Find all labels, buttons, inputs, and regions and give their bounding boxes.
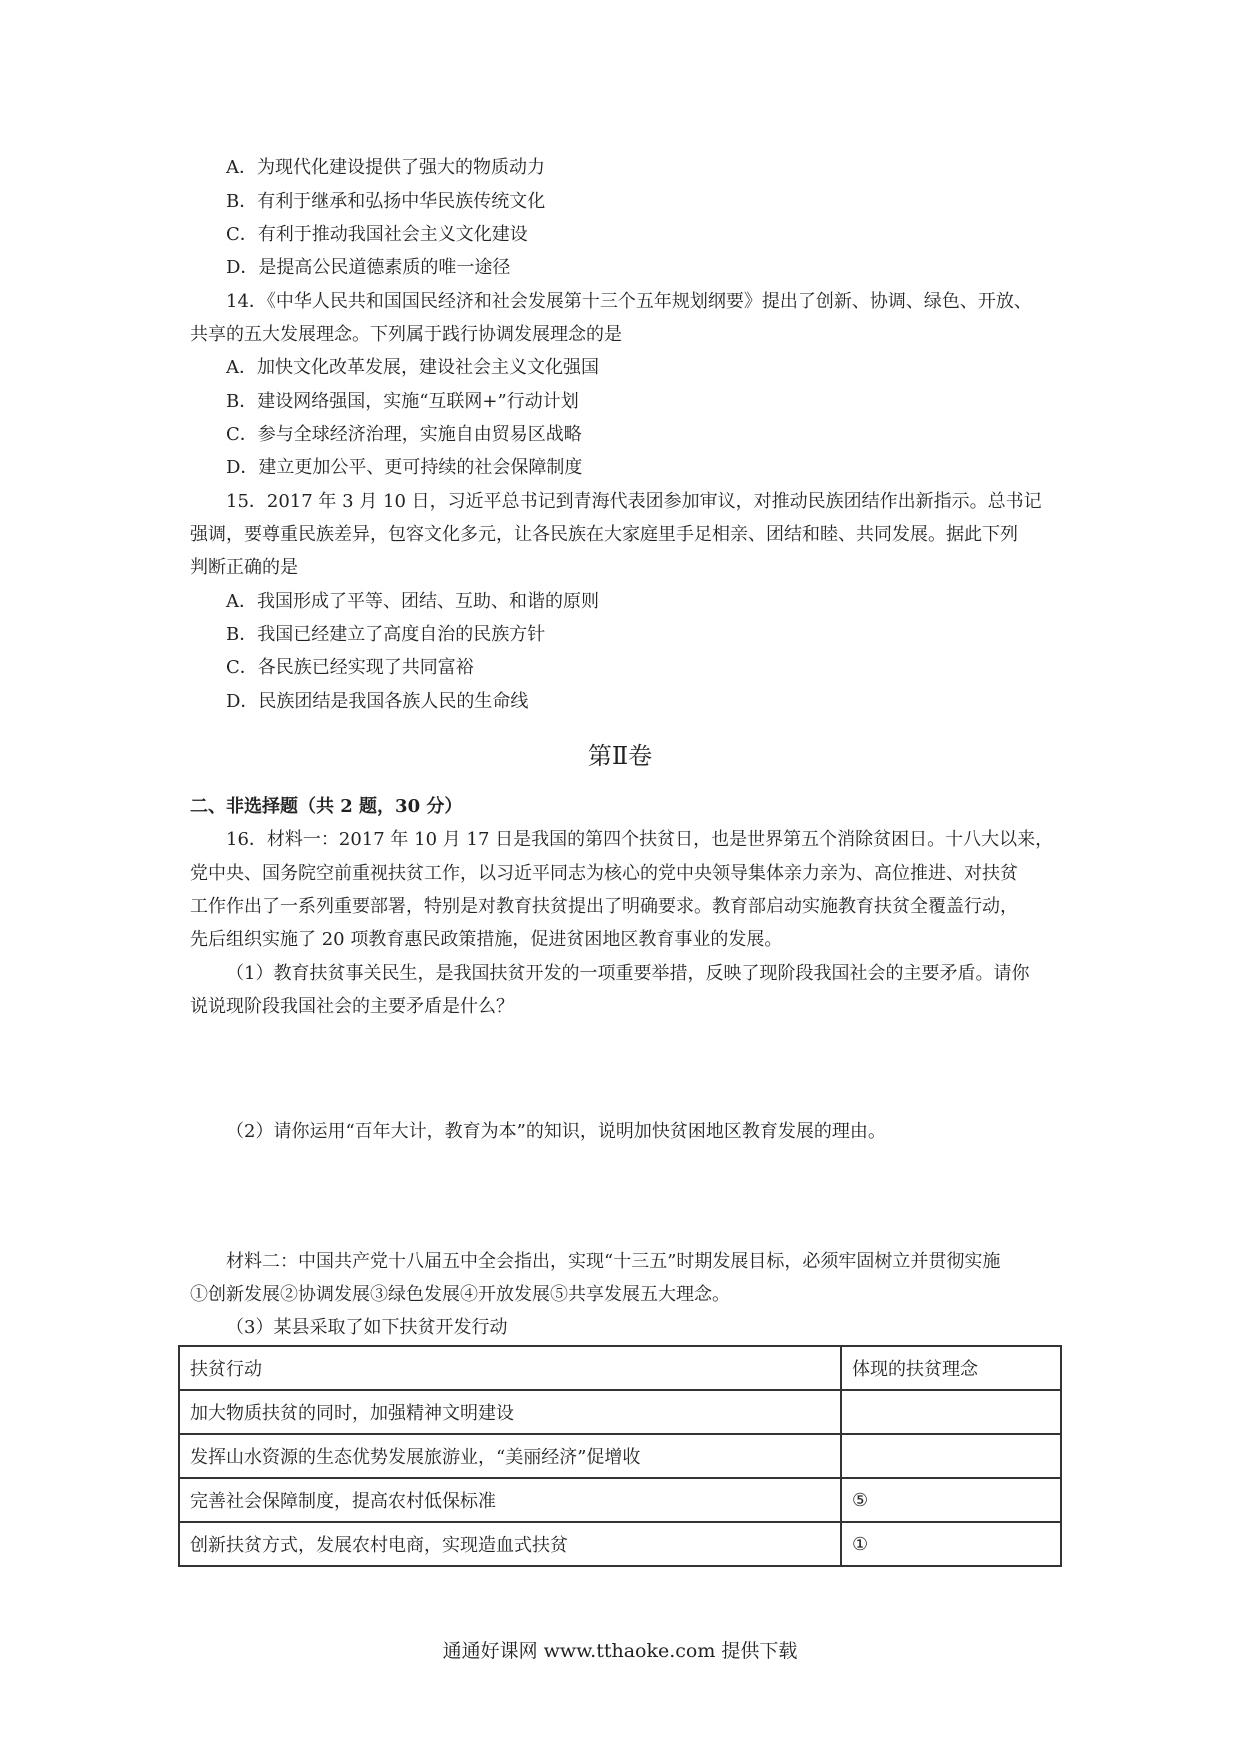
q14-option-d: D．建立更加公平、更可持续的社会保障制度 bbox=[226, 457, 583, 478]
footer-download-note: 通通好课网 www.tthaoke.com 提供下载 bbox=[442, 1640, 798, 1662]
section-title: 二、非选择题（共 2 题，30 分） bbox=[190, 796, 463, 817]
volume-title: 第Ⅱ卷 bbox=[587, 742, 653, 770]
table-row bbox=[179, 1478, 1061, 1522]
table-row bbox=[179, 1390, 1061, 1434]
q15-option-c: C．各民族已经实现了共同富裕 bbox=[226, 657, 474, 678]
q15-option-d: D．民族团结是我国各族人民的生命线 bbox=[226, 691, 529, 712]
q16-material1-line4: 先后组织实施了 20 项教育惠民政策措施，促进贫困地区教育事业的发展。 bbox=[190, 929, 783, 950]
table-cell-action: 加大物质扶贫的同时，加强精神文明建设 bbox=[179, 1390, 841, 1434]
table-cell-concept bbox=[841, 1390, 1061, 1434]
q16-material2-line2: ①创新发展②协调发展③绿色发展④开放发展⑤共享发展五大理念。 bbox=[190, 1284, 730, 1305]
q14-option-c: C．参与全球经济治理，实施自由贸易区战略 bbox=[226, 424, 582, 445]
q15-stem-line1: 15．2017 年 3 月 10 日，习近平总书记到青海代表团参加审议，对推动民族团结作出新指示。总书记 bbox=[226, 491, 1042, 512]
table-header-cell: 体现的扶贫理念 bbox=[841, 1346, 1061, 1390]
q16-material1-line1: 16．材料一：2017 年 10 月 17 日是我国的第四个扶贫日，也是世界第五个消除贫困日。十八大以来， bbox=[226, 829, 1054, 850]
q14-option-a: A．加快文化改革发展，建设社会主义文化强国 bbox=[226, 357, 599, 378]
q14-stem-line1: 14．《中华人民共和国国民经济和社会发展第十三个五年规划纲要》提出了创新、协调、绿色、开放、 bbox=[226, 291, 1032, 312]
q15-stem-line3: 判断正确的是 bbox=[190, 557, 298, 578]
table-header-cell: 扶贫行动 bbox=[179, 1346, 841, 1390]
q14-option-b: B．建设网络强国，实施“互联网+”行动计划 bbox=[226, 391, 579, 412]
q16-material1-line2: 党中央、国务院空前重视扶贫工作，以习近平同志为核心的党中央领导集体亲力亲为、高位推进、对扶贫 bbox=[190, 863, 1018, 884]
poverty-actions-table bbox=[178, 1345, 1062, 1567]
table-row bbox=[179, 1522, 1061, 1566]
q16-material2-line1: 材料二：中国共产党十八届五中全会指出，实现“十三五”时期发展目标，必须牢固树立并贯彻实施 bbox=[226, 1251, 1001, 1272]
q16-sub1-line1: （1）教育扶贫事关民生，是我国扶贫开发的一项重要举措，反映了现阶段我国社会的主要矛盾。请你 bbox=[226, 963, 1030, 984]
q13-option-a: A．为现代化建设提供了强大的物质动力 bbox=[226, 157, 545, 178]
q15-option-b: B．我国已经建立了高度自治的民族方针 bbox=[226, 624, 546, 645]
q15-stem-line2: 强调，要尊重民族差异，包容文化多元，让各民族在大家庭里手足相亲、团结和睦、共同发展。据此下列 bbox=[190, 524, 1018, 545]
q13-option-d: D．是提高公民道德素质的唯一途径 bbox=[226, 257, 511, 278]
q16-sub1-line2: 说说现阶段我国社会的主要矛盾是什么？ bbox=[190, 996, 514, 1017]
q16-sub3: （3）某县采取了如下扶贫开发行动 bbox=[226, 1317, 508, 1338]
table-header-row bbox=[179, 1346, 1061, 1390]
q16-sub2: （2）请你运用“百年大计，教育为本”的知识，说明加快贫困地区教育发展的理由。 bbox=[226, 1121, 886, 1142]
table-cell-concept bbox=[841, 1434, 1061, 1478]
table-cell-concept: ⑤ bbox=[841, 1478, 1061, 1522]
q13-option-b: B．有利于继承和弘扬中华民族传统文化 bbox=[226, 191, 546, 212]
q15-option-a: A．我国形成了平等、团结、互助、和谐的原则 bbox=[226, 591, 599, 612]
table-cell-concept: ① bbox=[841, 1522, 1061, 1566]
table-cell-action: 发挥山水资源的生态优势发展旅游业，“美丽经济”促增收 bbox=[179, 1434, 841, 1478]
table-cell-action: 创新扶贫方式，发展农村电商，实现造血式扶贫 bbox=[179, 1522, 841, 1566]
table-row bbox=[179, 1434, 1061, 1478]
q14-stem-line2: 共享的五大发展理念。下列属于践行协调发展理念的是 bbox=[190, 324, 622, 345]
q16-material1-line3: 工作作出了一系列重要部署，特别是对教育扶贫提出了明确要求。教育部启动实施教育扶贫全覆盖行动， bbox=[190, 896, 1018, 917]
q13-option-c: C．有利于推动我国社会主义文化建设 bbox=[226, 224, 528, 245]
table-cell-action: 完善社会保障制度，提高农村低保标准 bbox=[179, 1478, 841, 1522]
